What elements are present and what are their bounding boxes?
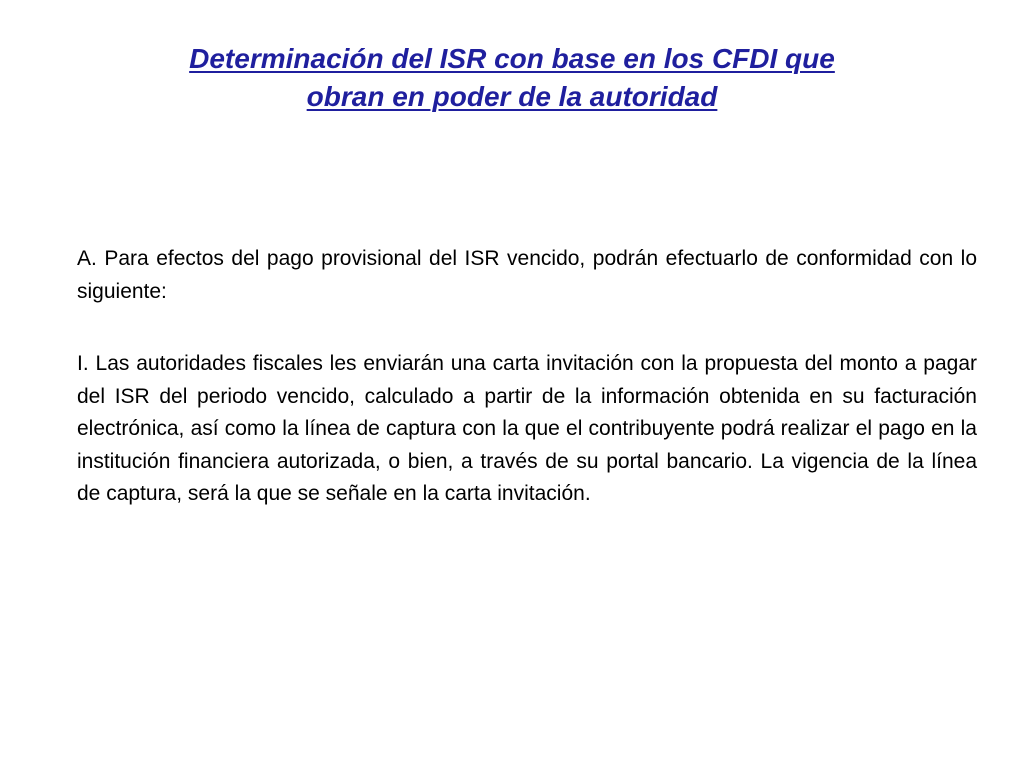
paragraph-a: A. Para efectos del pago provisional del ISR vencido, podrán efectuarlo de conformidad con lo siguiente: [77, 247, 977, 303]
title-line-2: obran en poder de la autoridad [306, 81, 718, 112]
paragraph-i: I. Las autoridades fiscales les enviarán una carta invitación con la propuesta del monto a pagar del ISR del periodo vencido, calculado a partir de la información obtenida en su facturación electrónica, así como la línea de captura con la que el contribuyente podrá realizar el pago en la institución financiera autorizada, o bien, a través de su portal bancario. La vigencia de la línea de captura, será la que se señale en la carta invitación. [77, 352, 977, 505]
page-title [60, 40, 964, 116]
slide-body [77, 243, 977, 511]
title-line-1: Determinación del ISR con base en los CFDI que [189, 43, 835, 74]
